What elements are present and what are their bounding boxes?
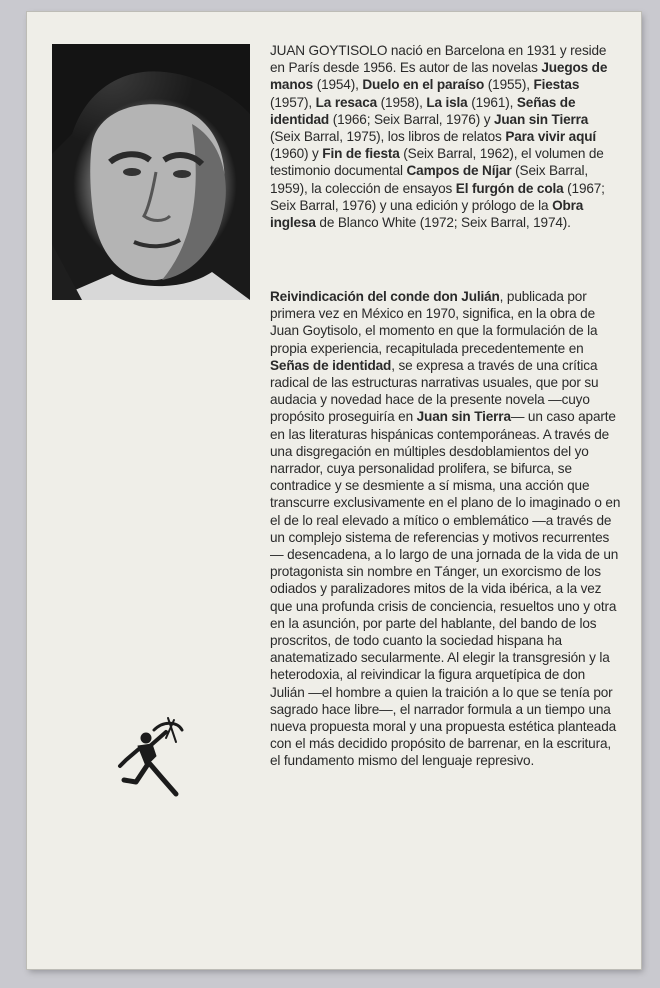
desc-title-4: Juan sin Tierra xyxy=(416,409,511,425)
author-portrait-photo xyxy=(52,44,250,300)
bio-text-23: (1967; Seix Barral, 1976) y una edición y prólogo de la xyxy=(270,180,605,213)
bio-title-20: Campos de Níjar xyxy=(406,163,512,179)
bio-text-3: (1954), xyxy=(313,77,363,93)
bio-text-25: de Blanco White (1972; Seix Barral, 1974). xyxy=(315,215,571,231)
bio-text-7: (1957), xyxy=(270,94,316,110)
bio-title-14: Juan sin Tierra xyxy=(493,111,589,127)
desc-text-1: , publicada por primera vez en México en 1970, significa, en la obra de Juan Goytisolo, el momento en que la formulación de la propia experiencia, recapitulada precedentemente en xyxy=(270,289,598,356)
archer-icon xyxy=(116,716,188,806)
bio-text-19: (Seix Barral, 1962), el volumen de testimonio documental xyxy=(270,146,604,179)
bio-title-2: Juegos de manos xyxy=(270,60,608,93)
bio-text-0: JUAN GOYTISOLO xyxy=(270,43,388,58)
desc-text-5: — un caso aparte en las literaturas hispánicas contemporáneas. A través de una disgregación en múltiples desdoblamientos del yo narrador, cuya personalidad prolifera, se bifurca, se contradice y se desmiente a sí misma, una acción que transcurre exclusivamente en el plano de lo imaginado o en el de lo real elevado a mítico o emblemático —a través de un complejo sistema de referencias y motivos recurrentes— desencadena, a lo largo de una jornada de la vida de un protagonista sin nombre en Tánger, un exorcismo de los odiados y paralizadores mitos de la vida ibérica, a la vez que una profunda crisis de conciencia, resueltos uno y otra en la asunción, por parte del hablante, del bando de los proscritos, de todo cuanto la sociedad hispana ha anatematizado secularmente. Al elegir la transgresión y la heterodoxia, al reivindicar la figura arquetípica de don Julián —el hombre a quien la traición a lo que se tenía por sagrado hace libre—, el narrador formula a un tiempo una nueva propuesta moral y una propuesta estética planteada con el más decidido propósito de barrenar, en la escritura, el fundamento mismo del lenguaje represivo. xyxy=(270,409,621,769)
bio-title-10: La isla xyxy=(426,94,468,110)
bio-title-18: Fin de fiesta xyxy=(322,146,400,162)
bio-title-4: Duelo en el paraíso xyxy=(362,77,485,93)
portrait-shapes xyxy=(52,44,250,300)
bio-title-22: El furgón de cola xyxy=(455,180,564,196)
bio-text-21: (Seix Barral, 1959), la colección de ensayos xyxy=(270,163,588,196)
bio-title-12: Señas de identidad xyxy=(270,94,576,127)
bio-text-11: (1961), xyxy=(467,94,517,110)
bio-text-9: (1958), xyxy=(377,94,427,110)
bio-title-6: Fiestas xyxy=(533,77,580,93)
desc-title-0: Reivindicación del conde don Julián xyxy=(270,289,500,304)
bio-text-13: (1966; Seix Barral, 1976) y xyxy=(329,111,494,127)
desc-title-2: Señas de identidad xyxy=(270,357,392,373)
bio-title-24: Obra inglesa xyxy=(270,197,584,231)
bio-text-17: (1960) y xyxy=(270,146,323,162)
bio-title-8: La resaca xyxy=(315,94,378,110)
archer-figure-logo xyxy=(116,716,188,811)
book-description xyxy=(270,288,622,770)
bio-title-16: Para vivir aquí xyxy=(505,129,597,145)
bio-text-1: nació en Barcelona en 1931 y reside en París desde 1956. Es autor de las novelas xyxy=(270,43,607,76)
bio-text-15: (Seix Barral, 1975), los libros de relatos xyxy=(270,129,506,145)
bio-text-5: (1955), xyxy=(484,77,534,93)
desc-text-3: , se expresa a través de una crítica radical de las estructuras narrativas usuales, que por su audacia y novedad hace de la presente novela —cuyo propósito proseguiría en xyxy=(270,357,599,425)
book-description-paragraph xyxy=(270,288,622,770)
author-bio xyxy=(270,42,622,231)
author-bio-paragraph xyxy=(270,42,622,231)
